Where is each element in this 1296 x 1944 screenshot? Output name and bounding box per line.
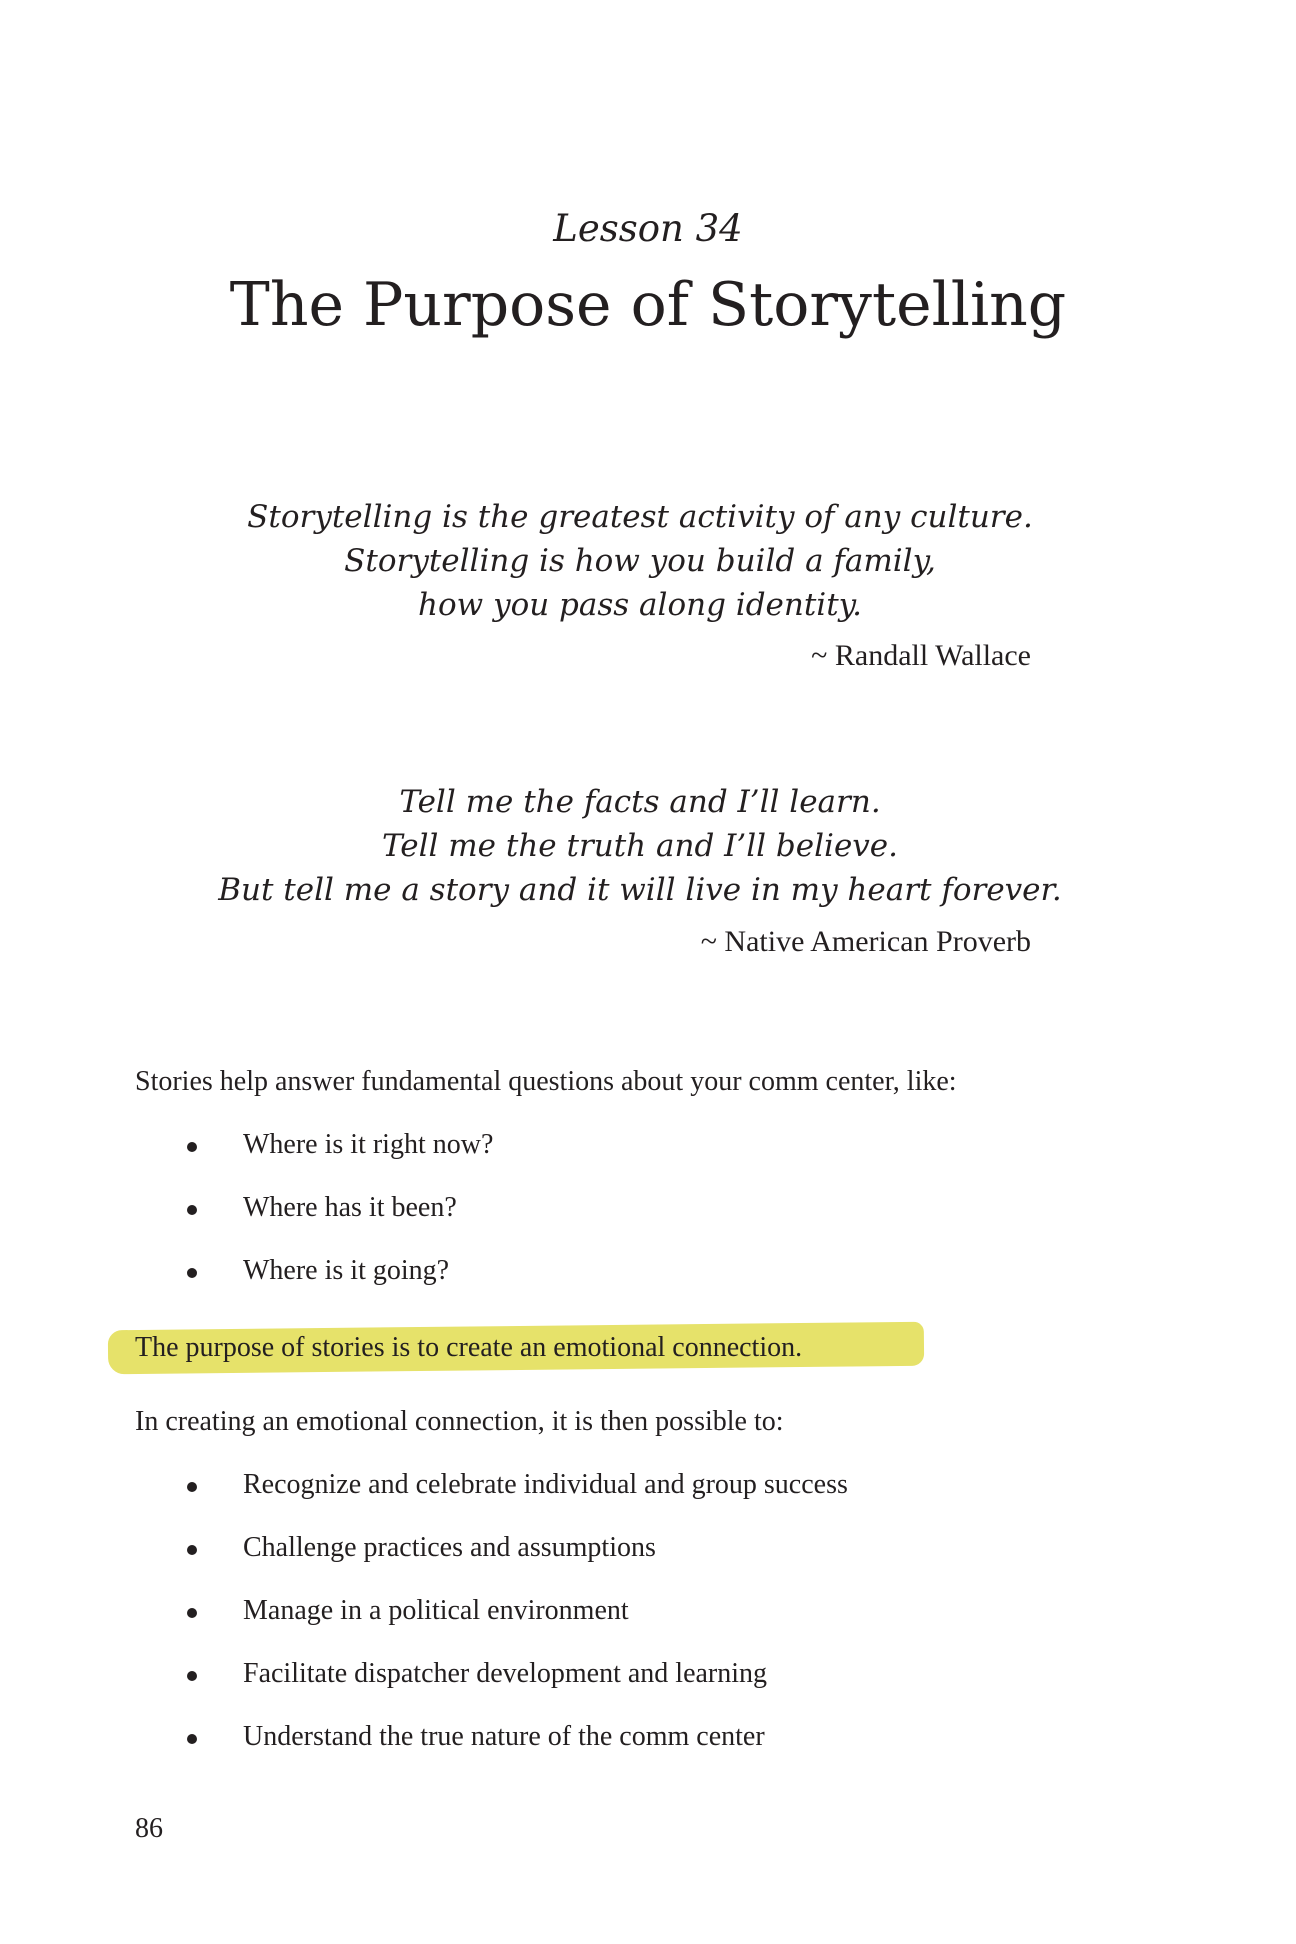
bullet-icon (187, 1268, 197, 1278)
quote-line: But tell me a story and it will live in my heart forever. (218, 872, 1062, 908)
list-item (135, 1719, 848, 1782)
quote-line: Tell me the truth and I’ll believe. (381, 828, 899, 864)
quote-line: how you pass along identity. (418, 587, 862, 623)
section2-intro: In creating an emotional connection, it is then possible to: (135, 1406, 784, 1437)
page-title: The Purpose of Storytelling (229, 270, 1067, 340)
bullet-icon (187, 1545, 197, 1555)
list-item (135, 1530, 848, 1593)
list-item-text: Manage in a political environment (243, 1595, 629, 1626)
bullet-icon (187, 1482, 197, 1492)
quote-attribution-2: ~ Native American Proverb (700, 925, 1031, 958)
highlighted-text: The purpose of stories is to create an emotional connection. (135, 1332, 803, 1363)
bullet-icon (187, 1608, 197, 1618)
bullet-icon (187, 1205, 197, 1215)
epigraph-quote-2 (200, 780, 1080, 912)
quote-line: Storytelling is how you build a family, (344, 543, 936, 579)
list-item-text: Facilitate dispatcher development and learning (243, 1658, 768, 1689)
list-item (135, 1127, 493, 1190)
list-item (135, 1253, 493, 1316)
list-item-text: Where is it right now? (243, 1129, 494, 1160)
list-item (135, 1593, 848, 1656)
quote-attribution-1: ~ Randall Wallace (811, 639, 1031, 672)
list-item-text: Where has it been? (243, 1192, 457, 1223)
benefit-list (135, 1467, 848, 1782)
bullet-icon (187, 1142, 197, 1152)
list-item (135, 1467, 848, 1530)
lesson-label: Lesson 34 (553, 207, 743, 250)
list-item-text: Where is it going? (243, 1255, 450, 1286)
list-item (135, 1190, 493, 1253)
page-number: 86 (135, 1813, 163, 1844)
epigraph-quote-1 (200, 495, 1080, 627)
list-item-text: Challenge practices and assumptions (243, 1532, 656, 1563)
section1-intro: Stories help answer fundamental questions about your comm center, like: (135, 1066, 957, 1097)
bullet-icon (187, 1671, 197, 1681)
list-item-text: Understand the true nature of the comm center (243, 1721, 765, 1752)
list-item-text: Recognize and celebrate individual and group success (243, 1469, 848, 1500)
bullet-icon (187, 1734, 197, 1744)
quote-line: Storytelling is the greatest activity of any culture. (247, 499, 1033, 535)
question-list (135, 1127, 493, 1316)
quote-line: Tell me the facts and I’ll learn. (399, 784, 881, 820)
list-item (135, 1656, 848, 1719)
